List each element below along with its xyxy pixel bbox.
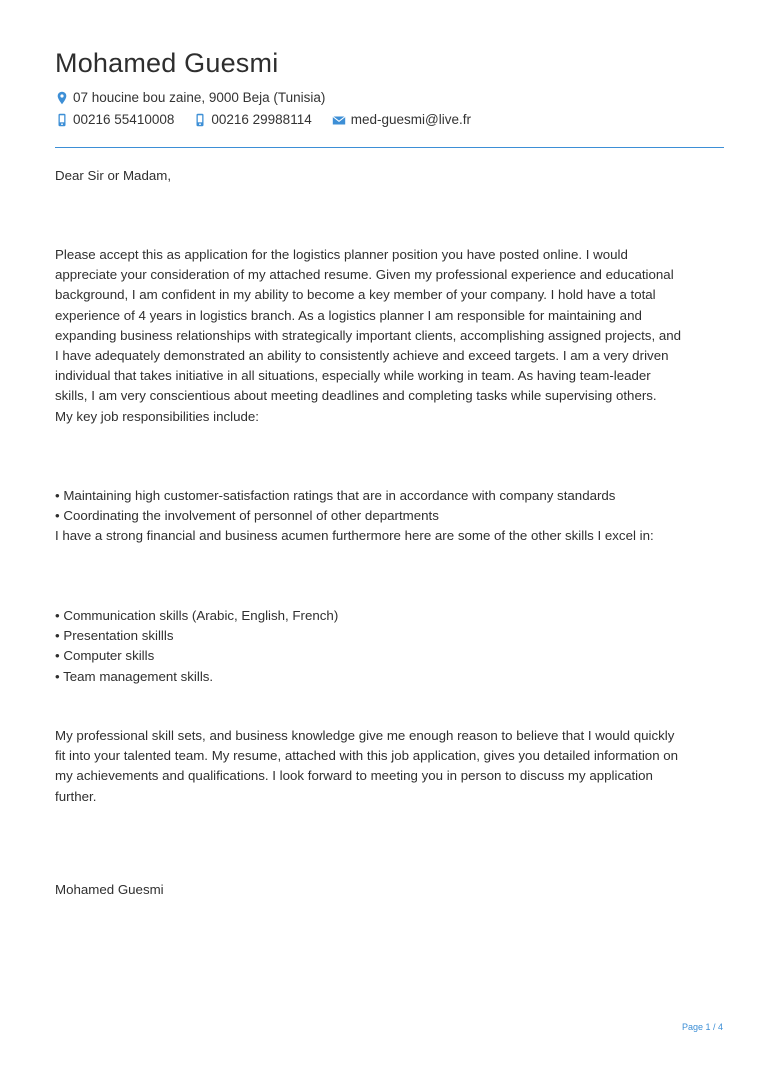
paragraph-line: My professional skill sets, and business knowledge give me enough reason to believe that I would quickly xyxy=(55,728,675,743)
address-text: 07 houcine bou zaine, 9000 Beja (Tunisia) xyxy=(73,90,326,105)
list-item: • Computer skills xyxy=(55,648,155,664)
paragraph-line: my achievements and qualifications. I look forward to meeting you in person to discuss my application xyxy=(55,768,653,784)
list-item: • Coordinating the involvement of personnel of other departments xyxy=(55,508,439,524)
list-item: • Communication skills (Arabic, English, French) xyxy=(55,608,339,623)
page-number: Page 1 / 4 xyxy=(681,1022,723,1032)
salutation: Dear Sir or Madam, xyxy=(55,168,172,183)
header-divider xyxy=(55,147,724,148)
envelope-icon xyxy=(332,113,346,127)
address-line xyxy=(56,89,325,107)
paragraph-line: further. xyxy=(55,788,97,804)
paragraph-line: appreciate your consideration of my attached resume. Given my professional experience and educational xyxy=(55,267,674,283)
list-item: • Team management skills. xyxy=(55,668,214,684)
paragraph-line: skills, I am very conscientious about meeting deadlines and completing tasks while supervising others. xyxy=(55,388,657,404)
skills-intro: I have a strong financial and business acumen furthermore here are some of the other skills I excel in: xyxy=(55,528,654,544)
responsibilities-list xyxy=(55,486,725,547)
applicant-name: Mohamed Guesmi xyxy=(55,48,279,78)
paragraph-line: background, I am confident in my ability to become a key member of your company. I hold have a total xyxy=(55,287,656,303)
list-item: • Presentation skillls xyxy=(55,628,174,644)
phone-1[interactable]: 00216 55410008 xyxy=(73,112,175,127)
paragraph-line: Please accept this as application for the logistics planner position you have posted online. I would xyxy=(55,247,628,262)
paragraph-line: My key job responsibilities include: xyxy=(55,408,259,424)
paragraph-line: individual that takes initiative in all situations, especially while working in team. As having team-leader xyxy=(55,368,651,384)
mobile-phone-icon xyxy=(56,113,68,127)
phone-2[interactable]: 00216 29988114 xyxy=(211,112,312,127)
paragraph-line: I have adequately demonstrated an ability to consistently achieve and exceed targets. I am a very driven xyxy=(55,348,669,364)
intro-paragraph xyxy=(55,245,725,427)
contact-line xyxy=(56,111,471,129)
mobile-phone-icon xyxy=(194,113,206,127)
paragraph-line: experience of 4 years in logistics branch. As a logistics planner I am responsible for maintaining and xyxy=(55,307,642,323)
email-link[interactable]: med-guesmi@live.fr xyxy=(350,112,471,127)
signature: Mohamed Guesmi xyxy=(55,882,164,897)
paragraph-line: expanding business relationships with strategically important clients, accomplishing assigned projects, and xyxy=(55,327,682,343)
paragraph-line: fit into your talented team. My resume, attached with this job application, gives you detailed information on xyxy=(55,748,679,764)
map-pin-icon xyxy=(56,91,68,105)
skills-list xyxy=(55,606,725,687)
list-item: • Maintaining high customer-satisfaction ratings that are in accordance with company standards xyxy=(55,488,616,503)
closing-paragraph xyxy=(55,726,725,807)
